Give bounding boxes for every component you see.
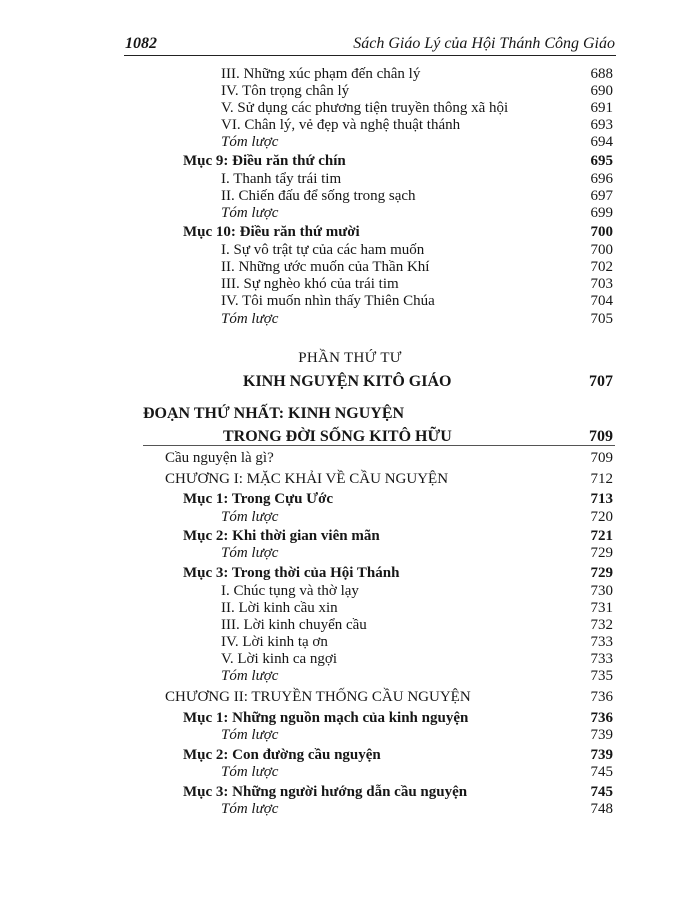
toc-entry: [0, 582, 700, 600]
toc-summary-entry: [0, 204, 700, 222]
toc-entry-title: Mục 3: Những người hướng dẫn cầu nguyện: [183, 784, 468, 800]
toc-entry: [0, 633, 700, 651]
toc-entry-page: 697: [590, 188, 613, 204]
toc-entry-page: 699: [590, 205, 613, 221]
toc-entry-page: 709: [590, 450, 613, 466]
toc-entry-page: 729: [590, 545, 613, 561]
part-title-entry: [0, 373, 700, 391]
part-label: PHẦN THỨ TƯ: [298, 350, 402, 366]
toc-entry-title: IV. Tôn trọng chân lý: [221, 83, 350, 99]
toc-entry-page: 713: [590, 491, 613, 507]
toc-entry-page: 736: [590, 689, 613, 705]
toc-entry-page: 712: [590, 471, 613, 487]
toc-entry-page: 693: [590, 117, 613, 133]
toc-entry-page: 736: [590, 710, 613, 726]
toc-article-entry: [0, 709, 700, 727]
toc-entry-title: IV. Lời kinh tạ ơn: [221, 634, 328, 650]
toc-entry-title: Tóm lược: [221, 545, 279, 561]
toc-chapter-entry: [0, 470, 700, 488]
toc-summary-entry: [0, 726, 700, 744]
toc-article-entry: [0, 564, 700, 582]
section-title-entry: [0, 428, 700, 446]
toc-entry-title: Mục 2: Khi thời gian viên mãn: [183, 528, 380, 544]
toc-entry: [0, 616, 700, 634]
toc-entry-title: Tóm lược: [221, 509, 279, 525]
toc-summary-entry: [0, 133, 700, 151]
toc-entry: [0, 650, 700, 668]
toc-entry-page: 731: [590, 600, 613, 616]
toc-entry-page: 691: [590, 100, 613, 116]
toc-entry-page: 700: [590, 224, 613, 240]
toc-entry-title: III. Lời kinh chuyển cầu: [221, 617, 367, 633]
part-page: 707: [589, 373, 613, 390]
toc-summary-entry: [0, 310, 700, 328]
toc-entry-title: Mục 1: Những nguồn mạch của kinh nguyện: [183, 710, 469, 726]
toc-entry-page: 702: [590, 259, 613, 275]
toc-article-entry: [0, 783, 700, 801]
toc-entry-title: V. Lời kinh ca ngợi: [221, 651, 337, 667]
toc-entry-title: Tóm lược: [221, 311, 279, 327]
toc-article-entry: [0, 223, 700, 241]
toc-article-entry: [0, 746, 700, 764]
toc-article-entry: [0, 152, 700, 170]
toc-entry-title: III. Những xúc phạm đến chân lý: [221, 66, 421, 82]
toc-entry: [0, 292, 700, 310]
section-title-line-1: ĐOẠN THỨ NHẤT: KINH NGUYỆN: [143, 405, 405, 422]
section-page: 709: [589, 428, 613, 445]
toc-entry-title: Mục 10: Điều răn thứ mười: [183, 224, 360, 240]
toc-summary-entry: [0, 667, 700, 685]
toc-entry-title: Tóm lược: [221, 134, 279, 150]
toc-entry: [0, 170, 700, 188]
toc-entry-title: I. Chúc tụng và thờ lạy: [221, 583, 359, 599]
toc-entry-title: CHƯƠNG I: MẶC KHẢI VỀ CẦU NGUYỆN: [165, 471, 449, 487]
toc-entry-page: 688: [590, 66, 613, 82]
toc-entry: [0, 65, 700, 83]
toc-chapter-entry: [0, 688, 700, 706]
toc-entry-page: 721: [590, 528, 613, 544]
toc-entry-title: Mục 9: Điều răn thứ chín: [183, 153, 346, 169]
toc-entry-page: 703: [590, 276, 613, 292]
toc-entry-page: 745: [590, 764, 613, 780]
toc-entry-title: Tóm lược: [221, 727, 279, 743]
toc-entry-title: I. Sự vô trật tự của các ham muốn: [221, 242, 425, 258]
toc-entry-title: Tóm lược: [221, 764, 279, 780]
toc-entry-page: 705: [590, 311, 613, 327]
toc-summary-entry: [0, 800, 700, 818]
toc-entry: [0, 275, 700, 293]
toc-entry-page: 700: [590, 242, 613, 258]
toc-entry-title: Tóm lược: [221, 668, 279, 684]
toc-summary-entry: [0, 544, 700, 562]
toc-entry-page: 748: [590, 801, 613, 817]
toc-entry: [0, 116, 700, 134]
toc-entry: [0, 99, 700, 117]
toc-entry: [0, 241, 700, 259]
toc-entry-title: Mục 1: Trong Cựu Ước: [183, 491, 334, 507]
toc-entry: [0, 258, 700, 276]
toc-summary-entry: [0, 508, 700, 526]
toc-entry-page: 745: [590, 784, 613, 800]
toc-entry-page: 704: [590, 293, 613, 309]
toc-entry-title: Mục 3: Trong thời của Hội Thánh: [183, 565, 400, 581]
toc-entry: [0, 187, 700, 205]
toc-entry-title: Tóm lược: [221, 801, 279, 817]
toc-entry-title: Cầu nguyện là gì?: [165, 450, 274, 466]
section-divider: [143, 445, 615, 446]
toc-entry-title: III. Sự nghèo khó của trái tim: [221, 276, 399, 292]
toc-entry-page: 690: [590, 83, 613, 99]
part-title: KINH NGUYỆN KITÔ GIÁO: [243, 373, 452, 390]
toc-entry-title: V. Sử dụng các phương tiện truyền thông xã hội: [221, 100, 509, 116]
toc-article-entry: [0, 490, 700, 508]
toc-entry-page: 735: [590, 668, 613, 684]
toc-entry-page: 733: [590, 634, 613, 650]
toc-entry-page: 732: [590, 617, 613, 633]
toc-entry-title: IV. Tôi muốn nhìn thấy Thiên Chúa: [221, 293, 435, 309]
toc-entry: [0, 449, 700, 467]
toc-entry-page: 720: [590, 509, 613, 525]
toc-entry-title: CHƯƠNG II: TRUYỀN THỐNG CẦU NGUYỆN: [165, 689, 471, 705]
section-title-line-2: TRONG ĐỜI SỐNG KITÔ HỮU: [223, 428, 452, 445]
page-number: 1082: [125, 35, 157, 52]
running-title: Sách Giáo Lý của Hội Thánh Công Giáo: [353, 35, 615, 52]
toc-entry-page: 696: [590, 171, 613, 187]
toc-article-entry: [0, 527, 700, 545]
toc-entry-title: II. Lời kinh cầu xin: [221, 600, 338, 616]
toc-summary-entry: [0, 763, 700, 781]
toc-entry-title: II. Chiến đấu để sống trong sạch: [221, 188, 416, 204]
toc-entry-page: 729: [590, 565, 613, 581]
toc-entry-title: II. Những ước muốn của Thần Khí: [221, 259, 430, 275]
toc-entry-title: I. Thanh tẩy trái tim: [221, 171, 342, 187]
toc-entry-page: 694: [590, 134, 613, 150]
toc-entry-page: 730: [590, 583, 613, 599]
toc-entry-title: VI. Chân lý, vẻ đẹp và nghệ thuật thánh: [221, 117, 461, 133]
toc-entry-page: 739: [590, 747, 613, 763]
toc-entry-title: Tóm lược: [221, 205, 279, 221]
toc-entry-page: 695: [590, 153, 613, 169]
toc-entry-page: 739: [590, 727, 613, 743]
toc-entry-title: Mục 2: Con đường cầu nguyện: [183, 747, 381, 763]
toc-entry: [0, 599, 700, 617]
toc-entry: [0, 82, 700, 100]
toc-entry-page: 733: [590, 651, 613, 667]
